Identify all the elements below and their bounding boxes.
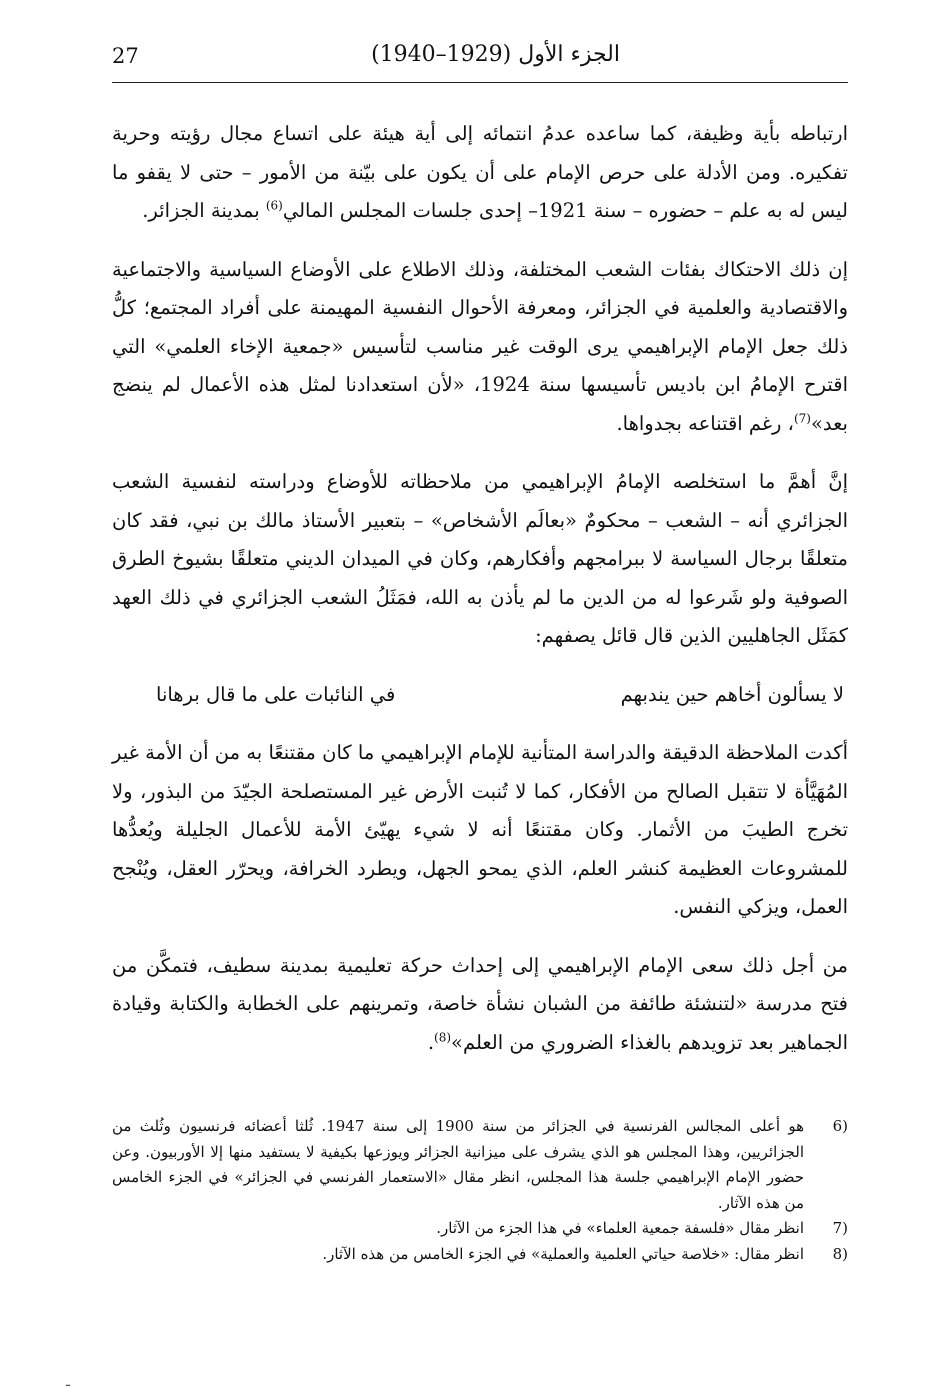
- paragraph-5-text-b: .: [427, 1030, 435, 1054]
- paragraph-3: إنَّ أهمَّ ما استخلصه الإمامُ الإبراهيمي من ملاحظاته للأوضاع ودراسته لنفسية الشعب الجزائري أنه – الشعب – محكومٌ «بعالَم الأشخاص» – بتعبير الأستاذ مالك بن نبي، فقد كان متعلقًا برجال السياسة لا ببرامجهم وأفكارهم، وكان في الميدان الديني متعلقًا بشيوخ الطرق الصوفية ولو شَرعوا له من الدين ما لم يأذن به الله، فمَثَلُ الشعب الجزائري في ذلك العهد كمَثَل الجاهليين الذين قال قائل يصفهم:: [112, 470, 848, 647]
- scan-mark: ـ: [66, 1374, 71, 1390]
- footnote-6: [112, 1114, 848, 1216]
- paragraph-5: [112, 947, 848, 1063]
- verse-second-hemistich: في النائبات على ما قال برهانا: [156, 682, 396, 706]
- paragraph-2-text-b: ، رغم اقتناعه بجدواها.: [616, 411, 794, 435]
- paragraph-1-text-b: بمدينة الجزائر.: [142, 199, 266, 222]
- paragraph-1-text-a: ارتباطه بأية وظيفة، كما ساعده عدمُ انتمائه إلى أية هيئة على اتساع مجال رؤيته وحرية تفكيره. ومن الأدلة على حرص الإمام على أن يكون على بيّنة من الأمور – حتى لا يقفو ما ليس له به علم – حضوره – سنة 1921– إحدى جلسات المجلس المالي: [112, 122, 848, 222]
- footnote-8: [112, 1242, 848, 1268]
- verse-first-hemistich: لا يسألون أخاهم حين يندبهم: [620, 682, 844, 706]
- paragraph-2-text-a: إن ذلك الاحتكاك بفئات الشعب المختلفة، وذلك الاطلاع على الأوضاع السياسية والاجتماعية والاقتصادية والعلمية في الجزائر، ومعرفة الأحوال النفسية المهيمنة على أفراد المجتمع؛ كلُّ ذلك جعل الإمام الإبراهيمي يرى الوقت غير مناسب لتأسيس «جمعية الإخاء العلمي» التي اقترح الإمامُ ابن باديس تأسيسها سنة 1924، «لأن استعدادنا لمثل هذه الأعمال لم ينضج بعد»: [112, 257, 848, 435]
- footnote-text: انظر مقال: «خلاصة حياتي العلمية والعملية» في الجزء الخامس من هذه الآثار.: [322, 1244, 804, 1263]
- poetry-verse: [112, 676, 848, 715]
- paragraph-1: [112, 115, 848, 231]
- footnote-text: انظر مقال «فلسفة جمعية العلماء» في هذا الجزء من الآثار.: [436, 1219, 804, 1237]
- footnote-number: 7): [832, 1219, 848, 1237]
- paragraph-4: أكدت الملاحظة الدقيقة والدراسة المتأنية للإمام الإبراهيمي ما كان مقتنعًا به من أن الأمة غير المُهَيَّأة لا تتقبل الصالح من الأفكار، كما لا تُنبت الأرض غير المستصلحة الجيّدَ من البذور، ولا تخرج الطيبَ من الأثمار. وكان مقتنعًا أنه لا شيء يهيّئ الأمة للأعمال الجليلة ويُعدُّها للمشروعات العظيمة كنشر العلم، الذي يمحو الجهل، ويطرد الخرافة، ويحرّر العقل، ويُنْجح العمل، ويزكي النفس.: [112, 741, 848, 918]
- footnote-ref-7[interactable]: (7): [793, 411, 811, 425]
- page-number: 27: [112, 44, 139, 68]
- footnote-number: 8): [832, 1244, 848, 1263]
- running-title: الجزء الأول (1929–1940): [371, 42, 620, 67]
- page-header: [112, 42, 848, 83]
- footnote-text: هو أعلى المجالس الفرنسية في الجزائر من سنة 1900 إلى سنة 1947. ثُلثا أعضائه فرنسيون وثُلث من الجزائريين، وهذا المجلس هو الذي يشرف على ميزانية الجزائر ويوزعها بكيفية لا يستفيد منها إلا الأوربيون. وعن حضور الإمام الإبراهيمي جلسة هذا المجلس، انظر مقال «الاستعمار الفرنسي في الجزائر» في الجزء الخامس من هذه الآثار.: [112, 1117, 804, 1212]
- footnote-ref-6[interactable]: (6): [265, 198, 283, 213]
- footnote-7: [112, 1216, 848, 1242]
- footnotes: [112, 1114, 848, 1267]
- footnote-number: 6): [832, 1117, 848, 1135]
- body-text: [112, 115, 848, 1082]
- footnote-ref-8[interactable]: (8): [434, 1030, 452, 1044]
- paragraph-5-text-a: من أجل ذلك سعى الإمام الإبراهيمي إلى إحداث حركة تعليمية بمدينة سطيف، فتمكَّن من فتح مدرسة «لتنشئة طائفة من الشبان نشأة خاصة، وتمرينهم على الخطابة والكتابة وقيادة الجماهير بعد تزويدهم بالغذاء الضروري من العلم»: [112, 953, 848, 1054]
- paragraph-2: [112, 251, 848, 444]
